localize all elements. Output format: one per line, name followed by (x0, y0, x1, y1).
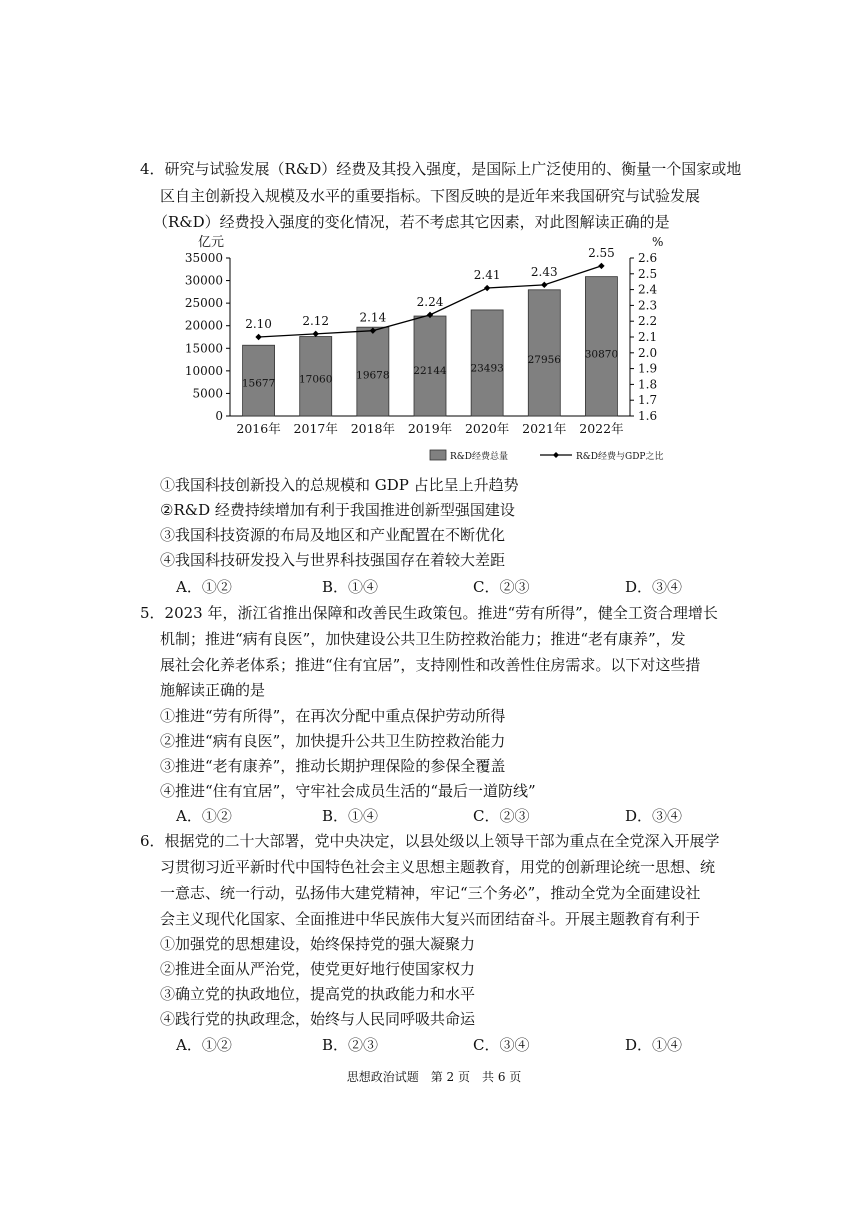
q6-option-c[interactable]: C．③④ (473, 1036, 530, 1054)
q5-item: ①推进“劳有所得”，在再次分配中重点保护劳动所得 (160, 707, 506, 725)
bar-data-label: 30870 (584, 348, 619, 361)
q6-line: 一意志、统一行动，弘扬伟大建党精神，牢记“三个务必”，推动全党为全面建设社 (160, 884, 701, 902)
q4-item: ③我国科技资源的布局及地区和产业配置在不断优化 (160, 526, 506, 544)
y-right-tick-label: 2.4 (638, 282, 658, 297)
q6-item: ①加强党的思想建设，始终保持党的强大凝聚力 (160, 935, 476, 953)
q6-line: 6．根据党的二十大部署，党中央决定，以县处级以上领导干部为重点在全党深入开展学 (140, 832, 720, 850)
q5-line: 施解读正确的是 (160, 681, 266, 699)
y-right-axis-label: % (652, 235, 664, 249)
line-data-label: 2.43 (530, 264, 558, 279)
y-right-tick-label: 1.6 (638, 409, 658, 423)
line-data-label: 2.10 (245, 317, 272, 331)
line-data-label: 2.41 (473, 268, 501, 283)
q4-option-b[interactable]: B．①④ (322, 578, 379, 596)
x-tick-label: 2017年 (293, 421, 338, 436)
q5-option-a[interactable]: A．①② (176, 807, 232, 825)
x-tick-label: 2016年 (236, 421, 281, 436)
y-right-tick-label: 2.3 (638, 298, 658, 313)
line-data-label: 2.55 (588, 245, 615, 260)
legend-bar-label: R&D经费总量 (450, 452, 509, 462)
q6-line: 习贯彻习近平新时代中国特色社会主义思想主题教育，用党的创新理论统一思想、统 (160, 858, 716, 876)
y-right-tick-label: 2.1 (638, 330, 658, 344)
q4-line: 4．研究与试验发展（R&D）经费及其投入强度，是国际上广泛使用的、衡量一个国家或地 (140, 160, 742, 178)
q6-item: ④践行党的执政理念，始终与人民同呼吸共命运 (160, 1010, 476, 1028)
q5-item: ②推进“病有良医”，加快提升公共卫生防控救治能力 (160, 732, 506, 750)
bar-data-label: 22144 (413, 365, 447, 378)
line-data-label: 2.12 (302, 313, 330, 328)
bar-data-label: 19678 (356, 369, 390, 382)
y-left-tick-label: 10000 (184, 363, 223, 378)
q6-line: 会主义现代化国家、全面推进中华民族伟大复兴而团结奋斗。开展主题教育有利于 (160, 910, 701, 928)
x-tick-label: 2020年 (464, 421, 510, 436)
q5-line: 展社会化养老体系；推进“住有宜居”，支持刚性和改善性住房需求。以下对这些措 (160, 656, 701, 674)
bar-data-label: 17060 (299, 373, 333, 386)
x-tick-label: 2021年 (522, 421, 567, 436)
y-left-axis-label: 亿元 (198, 235, 225, 250)
bar-data-label: 27956 (527, 353, 561, 366)
q5-line: 机制；推进“病有良医”，加快建设公共卫生防控救治能力；推进“老有康养”，发 (160, 630, 686, 648)
q4-item: ②R&D 经费持续增加有利于我国推进创新型强国建设 (160, 501, 515, 519)
y-left-tick-label: 15000 (184, 341, 223, 356)
line-data-label: 2.14 (359, 310, 387, 325)
rd-chart (180, 228, 700, 468)
q6-item: ③确立党的执政地位，提高党的执政能力和水平 (160, 985, 476, 1003)
y-left-tick-label: 35000 (184, 251, 223, 265)
y-right-tick-label: 2.5 (638, 266, 658, 281)
q5-option-d[interactable]: D．③④ (625, 807, 683, 825)
q5-item: ③推进“老有康养”，推动长期护理保险的参保全覆盖 (160, 757, 506, 775)
y-right-tick-label: 1.9 (638, 361, 658, 376)
q4-option-d[interactable]: D．③④ (625, 578, 683, 596)
legend-bar-swatch (430, 450, 446, 460)
bar-data-label: 23493 (470, 362, 504, 375)
y-right-tick-label: 2.2 (638, 314, 658, 329)
y-right-tick-label: 1.7 (638, 393, 658, 408)
q4-option-c[interactable]: C．②③ (473, 578, 530, 596)
y-left-tick-label: 30000 (184, 273, 223, 288)
x-tick-label: 2022年 (579, 421, 624, 436)
line-point (313, 331, 319, 337)
y-right-tick-label: 2.0 (638, 345, 658, 360)
line-point (598, 263, 604, 269)
q5-option-b[interactable]: B．①④ (322, 807, 379, 825)
q6-option-a[interactable]: A．①② (176, 1036, 232, 1054)
legend-line-marker (553, 452, 559, 458)
y-left-tick-label: 20000 (184, 318, 223, 333)
bar-data-label: 15677 (241, 377, 276, 390)
y-left-tick-label: 25000 (184, 296, 223, 311)
legend-line-label: R&D经费与GDP之比 (576, 452, 664, 462)
q6-option-b[interactable]: B．②③ (322, 1036, 379, 1054)
x-tick-label: 2019年 (407, 421, 453, 436)
q4-item: ①我国科技创新投入的总规模和 GDP 占比呈上升趋势 (160, 476, 519, 494)
q5-option-c[interactable]: C．②③ (473, 807, 530, 825)
x-tick-label: 2018年 (350, 421, 396, 436)
q5-item: ④推进“住有宜居”，守牢社会成员生活的“最后一道防线” (160, 782, 536, 800)
q4-item: ④我国科技研发投入与世界科技强国存在着较大差距 (160, 551, 506, 569)
line-data-label: 2.24 (416, 294, 444, 309)
line-point (541, 282, 547, 288)
y-left-tick-label: 0 (215, 409, 223, 423)
q6-item: ②推进全面从严治党，使党更好地行使国家权力 (160, 960, 476, 978)
y-left-tick-label: 5000 (192, 386, 223, 401)
q5-line: 5．2023 年，浙江省推出保障和改善民生政策包。推进“劳有所得”，健全工资合理增长 (140, 604, 718, 622)
q6-option-d[interactable]: D．①④ (625, 1036, 683, 1054)
q4-option-a[interactable]: A．①② (176, 578, 232, 596)
q4-line: （R&D）经费投入强度的变化情况，若不考虑其它因素，对此图解读正确的是 (153, 213, 670, 231)
bar (585, 277, 617, 416)
q4-line: 区自主创新投入规模及水平的重要指标。下图反映的是近年来我国研究与试验发展 (160, 187, 701, 205)
page-footer: 思想政治试题 第 2 页 共 6 页 (346, 1070, 522, 1084)
bar (528, 290, 560, 416)
y-right-tick-label: 2.6 (638, 251, 658, 265)
line-point (255, 334, 261, 340)
line-point (484, 285, 490, 291)
y-right-tick-label: 1.8 (638, 377, 658, 392)
